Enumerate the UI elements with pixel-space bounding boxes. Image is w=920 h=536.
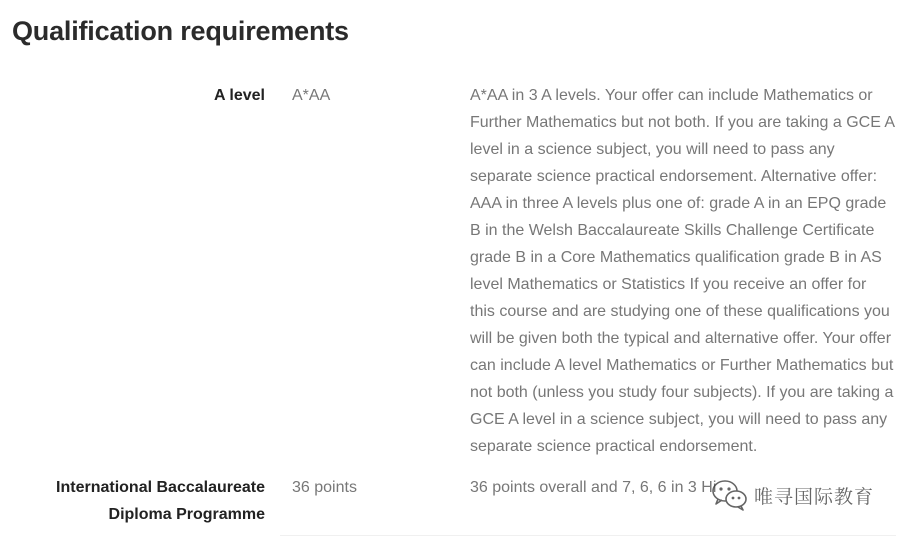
qualification-grade: A*AA	[292, 87, 331, 104]
watermark-text: 唯寻国际教育	[754, 485, 875, 508]
qualification-row-a-level	[0, 82, 920, 474]
watermark	[710, 478, 874, 512]
wechat-icon	[710, 478, 748, 512]
qualification-table	[0, 82, 920, 536]
qualification-detail: A*AA in 3 A levels. Your offer can include Mathematics or Further Mathematics but not both. If you are taking a GCE A level in a science subject, you will need to pass any separate science practical endorsement. Alternative offer: AAA in three A levels plus one of: grade A in an EPQ grade B in the Welsh Baccalaureate Skills Challenge Certificate grade B in a Core Mathematics qualification grade B in AS level Mathematics or Statistics If you receive an offer for this course and are studying one of these qualifications you will be given both the typical and alternative offer. Your offer can include A level Mathematics or Further Mathematics but not both (unless you study four subjects). If you are taking a GCE A level in a science subject, you will need to pass any separate science practical endorsement.	[470, 87, 895, 455]
qualification-detail: 36 points overall and 7, 6, 6 in 3 Hi	[470, 479, 717, 496]
qualification-name: A level	[214, 87, 265, 104]
page-title: Qualification requirements	[12, 16, 349, 46]
qualification-name: International Baccalaureate Diploma Programme	[56, 479, 265, 523]
qualification-grade: 36 points	[292, 479, 357, 496]
